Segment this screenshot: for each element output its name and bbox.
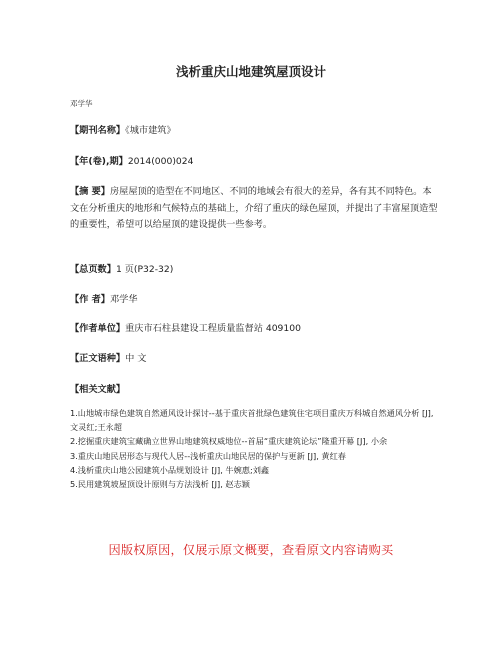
- abstract-value: 房屋屋顶的造型在不同地区、不同的地域会有很大的差异，各有其不同特色。本文在分析重庆的地形和气候特点的基础上，介绍了重庆的绿色屋顶，并提出了丰富屋顶造型的重要性，希望可以给屋顶的建设提供一些参考。: [70, 186, 438, 230]
- pages-label: 【总页数】: [70, 264, 116, 275]
- author-label: 【作 者】: [70, 294, 110, 305]
- affiliation-label: 【作者单位】: [70, 323, 126, 334]
- affiliation-value: 重庆市石柱县建设工程质量监督站 409100: [125, 323, 301, 334]
- year-field: [70, 155, 440, 169]
- journal-field: [70, 124, 440, 138]
- author-value: 邓学华: [109, 294, 138, 305]
- reference-item[interactable]: 2.挖掘重庆建筑宝藏确立世界山地建筑权威地位--首届“重庆建筑论坛”隆重开幕 [J], 小余: [70, 436, 388, 447]
- reference-item[interactable]: 5.民用建筑坡屋顶设计原则与方法浅析 [J], 赵志颖: [70, 479, 250, 490]
- pages-value: 1 页(P32-32): [115, 264, 174, 275]
- references-heading: 【相关文献】: [70, 384, 126, 395]
- language-label: 【正文语种】: [70, 353, 126, 364]
- language-field: [70, 352, 440, 366]
- abstract-field: [70, 184, 440, 234]
- abstract-label: 【摘 要】: [70, 186, 110, 197]
- affiliation-field: [70, 322, 440, 336]
- year-value: 2014(000)024: [127, 156, 194, 167]
- author-byline: 邓学华: [70, 99, 93, 108]
- reference-item[interactable]: 4.浅析重庆山地公园建筑小品规划设计 [J], 牛婉惠;刘鑫: [70, 464, 270, 475]
- references-list: [70, 406, 442, 491]
- author-field: [70, 293, 440, 307]
- page-title: 浅析重庆山地建筑屋顶设计: [175, 64, 326, 79]
- journal-label: 【期刊名称】: [70, 125, 126, 136]
- reference-item[interactable]: 1.山地城市绿色建筑自然通风设计探讨--基于重庆首批绿色建筑住宅项目重庆万科城自然通风分析 [J], 文灵红;王永超: [70, 408, 434, 433]
- journal-value: 《城市建筑》: [125, 125, 176, 136]
- copyright-notice: 因版权原因，仅展示原文概要，查看原文内容请购买: [108, 543, 394, 557]
- pages-field: [70, 263, 440, 277]
- year-label: 【年(卷),期】: [70, 156, 128, 167]
- language-value: 中 文: [125, 353, 147, 364]
- reference-item[interactable]: 3.重庆山地民居形态与现代人居--浅析重庆山地民居的保护与更新 [J], 黄红春: [70, 450, 346, 461]
